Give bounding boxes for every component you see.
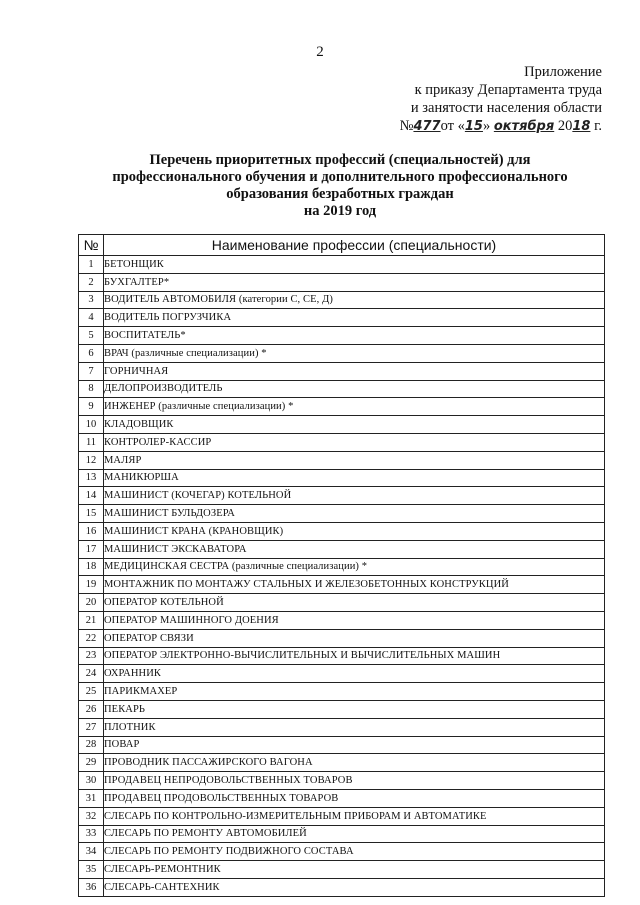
row-number: 31 <box>79 789 104 807</box>
row-number: 34 <box>79 843 104 861</box>
order-year-prefix: 20 <box>554 118 573 134</box>
table-row <box>79 469 605 487</box>
profession-name: ПЕКАРЬ <box>104 700 605 718</box>
row-number: 16 <box>79 522 104 540</box>
profession-name: ВРАЧ (различные специализации) * <box>104 344 605 362</box>
table-row <box>79 505 605 523</box>
row-number: 23 <box>79 647 104 665</box>
table-row <box>79 522 605 540</box>
title-line-4: на 2019 год <box>303 203 377 219</box>
profession-name: МАШИНИСТ ЭКСКАВАТОРА <box>104 540 605 558</box>
profession-name: ПРОВОДНИК ПАССАЖИРСКОГО ВАГОНА <box>104 754 605 772</box>
row-number: 26 <box>79 700 104 718</box>
row-number: 28 <box>79 736 104 754</box>
profession-name: ПРОДАВЕЦ НЕПРОДОВОЛЬСТВЕННЫХ ТОВАРОВ <box>104 772 605 790</box>
row-number: 20 <box>79 594 104 612</box>
profession-name: ПОВАР <box>104 736 605 754</box>
order-year-suffix: г. <box>590 118 602 134</box>
appendix-title: Приложение <box>524 64 602 80</box>
row-number: 22 <box>79 629 104 647</box>
title-line-2: профессионального обучения и дополнительного профессионального <box>112 169 568 185</box>
table-row <box>79 878 605 896</box>
profession-name: ОПЕРАТОР СВЯЗИ <box>104 629 605 647</box>
table-row <box>79 558 605 576</box>
row-number: 12 <box>79 451 104 469</box>
profession-name: ВОДИТЕЛЬ ПОГРУЗЧИКА <box>104 309 605 327</box>
row-number: 3 <box>79 291 104 309</box>
row-number: 17 <box>79 540 104 558</box>
table-row <box>79 309 605 327</box>
table-row <box>79 825 605 843</box>
table-row <box>79 273 605 291</box>
table-row <box>79 772 605 790</box>
profession-name: СЛЕСАРЬ-РЕМОНТНИК <box>104 861 605 879</box>
table-header-row <box>79 235 605 256</box>
header-number: № <box>79 235 104 256</box>
table-row <box>79 861 605 879</box>
profession-name: ПРОДАВЕЦ ПРОДОВОЛЬСТВЕННЫХ ТОВАРОВ <box>104 789 605 807</box>
profession-name: СЛЕСАРЬ-САНТЕХНИК <box>104 878 605 896</box>
document-title <box>70 152 610 220</box>
profession-name: КЛАДОВЩИК <box>104 416 605 434</box>
profession-name: СЛЕСАРЬ ПО РЕМОНТУ АВТОМОБИЛЕЙ <box>104 825 605 843</box>
row-number: 9 <box>79 398 104 416</box>
table-row <box>79 683 605 701</box>
order-year-handwritten: 18 <box>572 119 591 134</box>
profession-name: МАШИНИСТ БУЛЬДОЗЕРА <box>104 505 605 523</box>
profession-name: ОПЕРАТОР КОТЕЛЬНОЙ <box>104 594 605 612</box>
profession-name: СЛЕСАРЬ ПО РЕМОНТУ ПОДВИЖНОГО СОСТАВА <box>104 843 605 861</box>
table-row <box>79 665 605 683</box>
row-number: 5 <box>79 327 104 345</box>
order-number-prefix: № <box>399 118 414 134</box>
table-row <box>79 327 605 345</box>
table-row <box>79 647 605 665</box>
table-row <box>79 291 605 309</box>
row-number: 32 <box>79 807 104 825</box>
table-row <box>79 576 605 594</box>
table-row <box>79 540 605 558</box>
table-row <box>79 416 605 434</box>
profession-name: ИНЖЕНЕР (различные специализации) * <box>104 398 605 416</box>
appendix-block <box>400 63 602 136</box>
table-row <box>79 789 605 807</box>
profession-name: ПЛОТНИК <box>104 718 605 736</box>
table-row <box>79 451 605 469</box>
profession-name: ВОДИТЕЛЬ АВТОМОБИЛЯ (категории С, СЕ, Д) <box>104 291 605 309</box>
quote-close: » <box>482 118 491 134</box>
profession-name: ОПЕРАТОР ЭЛЕКТРОННО-ВЫЧИСЛИТЕЛЬНЫХ И ВЫЧИСЛИТЕЛЬНЫХ МАШИН <box>104 647 605 665</box>
order-month-handwritten: октября <box>493 119 555 134</box>
table-row <box>79 736 605 754</box>
table-body <box>79 256 605 897</box>
table-row <box>79 611 605 629</box>
table-row <box>79 398 605 416</box>
row-number: 6 <box>79 344 104 362</box>
row-number: 7 <box>79 362 104 380</box>
table-row <box>79 718 605 736</box>
row-number: 27 <box>79 718 104 736</box>
title-line-3: образования безработных граждан <box>226 186 454 202</box>
row-number: 36 <box>79 878 104 896</box>
row-number: 13 <box>79 469 104 487</box>
order-number-handwritten: 477 <box>413 119 441 134</box>
order-day-handwritten: 15 <box>464 119 483 134</box>
row-number: 30 <box>79 772 104 790</box>
row-number: 1 <box>79 256 104 274</box>
row-number: 11 <box>79 433 104 451</box>
row-number: 8 <box>79 380 104 398</box>
profession-name: МЕДИЦИНСКАЯ СЕСТРА (различные специализации) * <box>104 558 605 576</box>
page-number: 2 <box>316 44 324 60</box>
header-profession-name: Наименование профессии (специальности) <box>104 235 605 256</box>
profession-name: МАШИНИСТ КРАНА (КРАНОВЩИК) <box>104 522 605 540</box>
row-number: 19 <box>79 576 104 594</box>
row-number: 24 <box>79 665 104 683</box>
table-row <box>79 629 605 647</box>
row-number: 15 <box>79 505 104 523</box>
profession-name: МАЛЯР <box>104 451 605 469</box>
profession-name: МАНИКЮРША <box>104 469 605 487</box>
table-row <box>79 754 605 772</box>
profession-name: МАШИНИСТ (КОЧЕГАР) КОТЕЛЬНОЙ <box>104 487 605 505</box>
row-number: 10 <box>79 416 104 434</box>
profession-name: КОНТРОЛЕР-КАССИР <box>104 433 605 451</box>
appendix-department-line: и занятости населения области <box>410 100 602 116</box>
profession-name: ВОСПИТАТЕЛЬ* <box>104 327 605 345</box>
row-number: 18 <box>79 558 104 576</box>
row-number: 2 <box>79 273 104 291</box>
profession-name: ПАРИКМАХЕР <box>104 683 605 701</box>
row-number: 14 <box>79 487 104 505</box>
title-line-1: Перечень приоритетных профессий (специальностей) для <box>149 152 531 168</box>
profession-name: ГОРНИЧНАЯ <box>104 362 605 380</box>
table-row <box>79 256 605 274</box>
quote-open: « <box>457 118 465 134</box>
profession-name: БУХГАЛТЕР* <box>104 273 605 291</box>
table-row <box>79 380 605 398</box>
table-row <box>79 843 605 861</box>
table-row <box>79 433 605 451</box>
row-number: 29 <box>79 754 104 772</box>
table-row <box>79 362 605 380</box>
row-number: 35 <box>79 861 104 879</box>
appendix-order-line: к приказу Департамента труда <box>414 82 602 98</box>
order-from-word: от <box>440 118 454 134</box>
table-row <box>79 487 605 505</box>
profession-name: МОНТАЖНИК ПО МОНТАЖУ СТАЛЬНЫХ И ЖЕЛЕЗОБЕТОННЫХ КОНСТРУКЦИЙ <box>104 576 605 594</box>
row-number: 25 <box>79 683 104 701</box>
professions-table <box>78 234 605 897</box>
row-number: 33 <box>79 825 104 843</box>
profession-name: ОПЕРАТОР МАШИННОГО ДОЕНИЯ <box>104 611 605 629</box>
table-row <box>79 700 605 718</box>
order-number-line <box>400 117 602 136</box>
profession-name: ОХРАННИК <box>104 665 605 683</box>
table-row <box>79 807 605 825</box>
profession-name: ДЕЛОПРОИЗВОДИТЕЛЬ <box>104 380 605 398</box>
profession-name: БЕТОНЩИК <box>104 256 605 274</box>
row-number: 21 <box>79 611 104 629</box>
profession-name: СЛЕСАРЬ ПО КОНТРОЛЬНО-ИЗМЕРИТЕЛЬНЫМ ПРИБОРАМ И АВТОМАТИКЕ <box>104 807 605 825</box>
table-row <box>79 594 605 612</box>
row-number: 4 <box>79 309 104 327</box>
table-row <box>79 344 605 362</box>
